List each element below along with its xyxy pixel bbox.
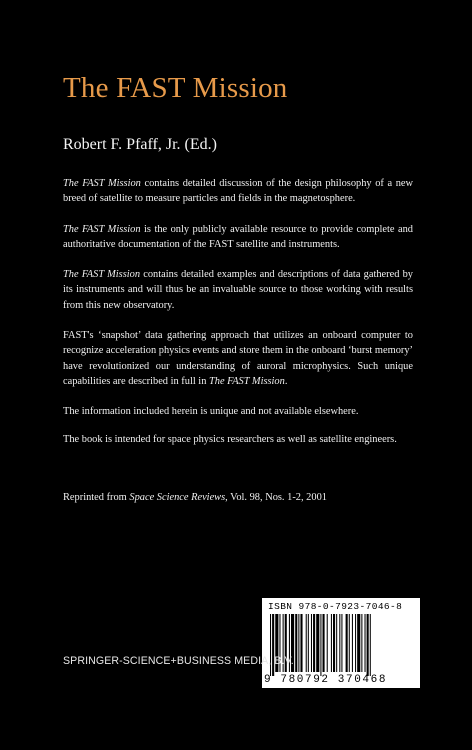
paragraph-1: The FAST Mission contains detailed discussion of the design philosophy of a new breed of satellite to measure particles and fields in the magnetosphere. <box>63 178 414 205</box>
reprint-note: Reprinted from Space Science Reviews, Vol. 98, Nos. 1-2, 2001 <box>63 492 327 503</box>
paragraph-2: The FAST Mission is the only publicly available resource to provide complete and authoritative documentation of the FAST satellite and instruments. <box>63 223 413 250</box>
barcode-digits: 9 780792 370468 <box>264 674 388 686</box>
description <box>63 176 413 462</box>
paragraph-6: The book is intended for space physics researchers as well as satellite engineers. <box>63 433 397 445</box>
isbn-label: ISBN 978-0-7923-7046-8 <box>268 601 403 612</box>
paragraph-4: FAST's ‘snapshot’ data gathering approach that utilizes an onboard computer to recognize acceleration physics events and store them in the onboard ‘burst memory’ have revolutionized our understanding of auroral microphysics. Such unique capabilities are described in full in The FAST Mission. <box>63 330 413 387</box>
book-editor: Robert F. Pfaff, Jr. (Ed.) <box>63 136 217 153</box>
book-title: The FAST Mission <box>63 72 288 104</box>
publisher: SPRINGER-SCIENCE+BUSINESS MEDIA, B.V. <box>63 655 294 667</box>
paragraph-5: The information included herein is unique and not available elsewhere. <box>63 406 359 418</box>
isbn-barcode <box>262 598 420 688</box>
paragraph-3: The FAST Mission contains detailed examples and descriptions of data gathered by its instruments and will thus be an invaluable source to those working with results from this new observatory. <box>63 269 413 311</box>
